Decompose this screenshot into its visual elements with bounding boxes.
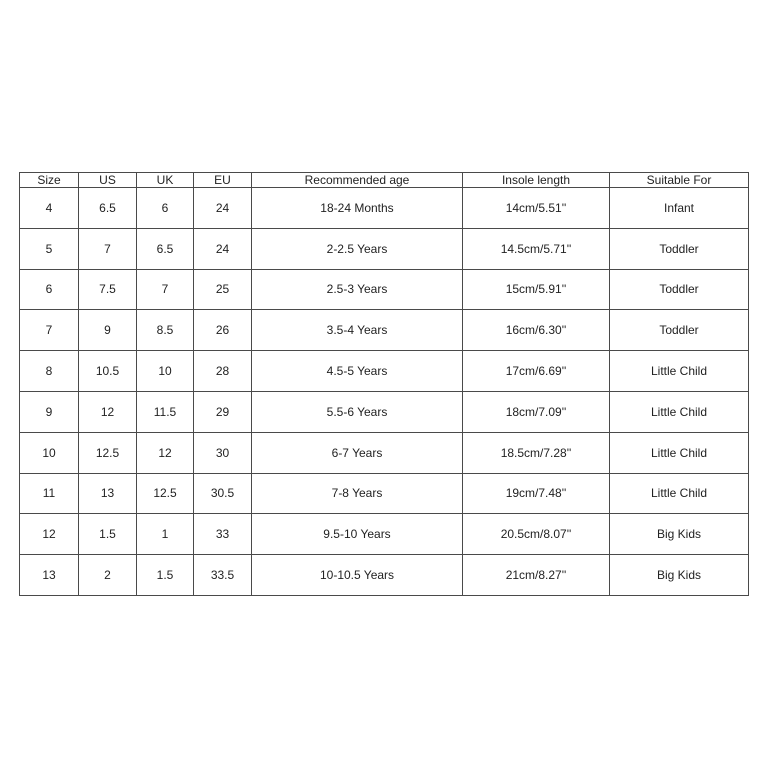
cell-size: 8 <box>20 351 79 392</box>
table-row <box>20 555 749 596</box>
cell-suitable-for: Big Kids <box>610 514 749 555</box>
cell-insole-length: 15cm/5.91'' <box>463 269 610 310</box>
cell-uk: 8.5 <box>137 310 194 351</box>
table-row <box>20 228 749 269</box>
cell-size: 6 <box>20 269 79 310</box>
table-row <box>20 473 749 514</box>
cell-eu: 30.5 <box>194 473 252 514</box>
cell-suitable-for: Little Child <box>610 432 749 473</box>
cell-us: 2 <box>79 555 137 596</box>
cell-uk: 10 <box>137 351 194 392</box>
cell-suitable-for: Little Child <box>610 473 749 514</box>
cell-us: 7 <box>79 228 137 269</box>
cell-recommended-age: 6-7 Years <box>252 432 463 473</box>
cell-recommended-age: 10-10.5 Years <box>252 555 463 596</box>
cell-insole-length: 19cm/7.48'' <box>463 473 610 514</box>
header-suitable-for: Suitable For <box>610 173 749 188</box>
cell-recommended-age: 5.5-6 Years <box>252 391 463 432</box>
cell-us: 6.5 <box>79 188 137 229</box>
cell-uk: 11.5 <box>137 391 194 432</box>
cell-recommended-age: 2.5-3 Years <box>252 269 463 310</box>
table-row <box>20 432 749 473</box>
header-size: Size <box>20 173 79 188</box>
cell-eu: 28 <box>194 351 252 392</box>
cell-insole-length: 17cm/6.69'' <box>463 351 610 392</box>
cell-insole-length: 16cm/6.30'' <box>463 310 610 351</box>
cell-size: 7 <box>20 310 79 351</box>
header-recommended-age: Recommended age <box>252 173 463 188</box>
cell-eu: 29 <box>194 391 252 432</box>
cell-eu: 33.5 <box>194 555 252 596</box>
cell-eu: 33 <box>194 514 252 555</box>
cell-size: 9 <box>20 391 79 432</box>
cell-recommended-age: 3.5-4 Years <box>252 310 463 351</box>
cell-us: 9 <box>79 310 137 351</box>
header-eu: EU <box>194 173 252 188</box>
cell-suitable-for: Toddler <box>610 228 749 269</box>
table-row <box>20 391 749 432</box>
cell-recommended-age: 9.5-10 Years <box>252 514 463 555</box>
table-row <box>20 351 749 392</box>
cell-us: 10.5 <box>79 351 137 392</box>
header-us: US <box>79 173 137 188</box>
cell-size: 11 <box>20 473 79 514</box>
cell-eu: 30 <box>194 432 252 473</box>
cell-suitable-for: Little Child <box>610 391 749 432</box>
cell-size: 10 <box>20 432 79 473</box>
cell-us: 12 <box>79 391 137 432</box>
cell-suitable-for: Toddler <box>610 310 749 351</box>
table-row <box>20 188 749 229</box>
cell-recommended-age: 18-24 Months <box>252 188 463 229</box>
cell-insole-length: 21cm/8.27'' <box>463 555 610 596</box>
header-insole-length: Insole length <box>463 173 610 188</box>
cell-insole-length: 14cm/5.51'' <box>463 188 610 229</box>
table-row <box>20 310 749 351</box>
size-chart-table <box>19 172 749 596</box>
cell-us: 1.5 <box>79 514 137 555</box>
cell-uk: 6.5 <box>137 228 194 269</box>
cell-eu: 24 <box>194 228 252 269</box>
cell-uk: 6 <box>137 188 194 229</box>
cell-us: 13 <box>79 473 137 514</box>
cell-insole-length: 18.5cm/7.28'' <box>463 432 610 473</box>
cell-size: 5 <box>20 228 79 269</box>
cell-eu: 25 <box>194 269 252 310</box>
table-row <box>20 514 749 555</box>
header-uk: UK <box>137 173 194 188</box>
cell-suitable-for: Toddler <box>610 269 749 310</box>
cell-recommended-age: 2-2.5 Years <box>252 228 463 269</box>
cell-suitable-for: Little Child <box>610 351 749 392</box>
cell-recommended-age: 7-8 Years <box>252 473 463 514</box>
cell-us: 7.5 <box>79 269 137 310</box>
cell-uk: 12 <box>137 432 194 473</box>
cell-uk: 1 <box>137 514 194 555</box>
cell-uk: 1.5 <box>137 555 194 596</box>
table-row <box>20 269 749 310</box>
header-row <box>20 173 749 188</box>
cell-size: 4 <box>20 188 79 229</box>
cell-uk: 7 <box>137 269 194 310</box>
cell-size: 12 <box>20 514 79 555</box>
cell-recommended-age: 4.5-5 Years <box>252 351 463 392</box>
cell-suitable-for: Infant <box>610 188 749 229</box>
cell-insole-length: 14.5cm/5.71'' <box>463 228 610 269</box>
cell-size: 13 <box>20 555 79 596</box>
cell-eu: 24 <box>194 188 252 229</box>
cell-eu: 26 <box>194 310 252 351</box>
cell-insole-length: 20.5cm/8.07'' <box>463 514 610 555</box>
cell-uk: 12.5 <box>137 473 194 514</box>
cell-insole-length: 18cm/7.09'' <box>463 391 610 432</box>
cell-suitable-for: Big Kids <box>610 555 749 596</box>
cell-us: 12.5 <box>79 432 137 473</box>
